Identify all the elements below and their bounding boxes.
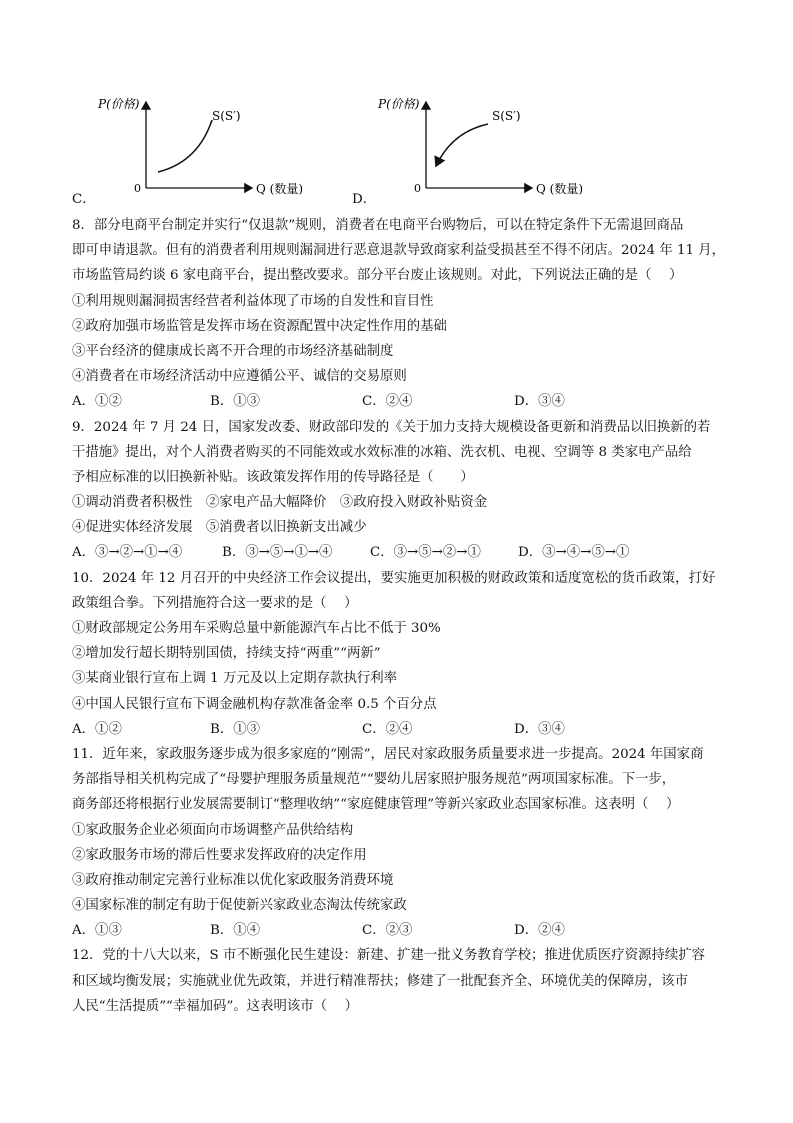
option-c[interactable]: C．②④ [362, 721, 413, 737]
curve-label: S(S′) [492, 109, 521, 123]
statement-item: ②增加发行超长期特别国债，持续支持“两重”“两新” [72, 646, 381, 662]
question-stem-line: 务部指导相关机构完成了“母婴护理服务质量规范”“婴幼儿居家照护服务规范”两项国家标准。下一步， [72, 772, 676, 788]
option-d-letter: D． [352, 192, 377, 207]
statement-item: ④促进实体经济发展 ⑤消费者以旧换新支出减少 [72, 520, 367, 536]
question-8 [72, 213, 732, 415]
answer-options [72, 540, 732, 565]
graph-d [370, 92, 590, 204]
question-stem-line: 即可申请退款。但有的消费者利用规则漏洞进行恶意退款导致商家利益受损甚至不得不闭店。2024 年 11 月， [72, 243, 726, 259]
answer-options [72, 918, 732, 943]
question-stem-line: 予相应标准的以旧换新补贴。该政策发挥作用的传导路径是（ ） [72, 469, 474, 485]
question-11 [72, 742, 732, 944]
question-stem-line: 市场监管局约谈 6 家电商平台，提出整改要求。部分平台废止该规则。对此，下列说法正确的是（ ） [72, 268, 683, 284]
question-stem-line: 政策组合拳。下列措施符合这一要求的是（ ） [72, 595, 358, 611]
statement-item: ②家政服务市场的滞后性要求发挥政府的决定作用 [72, 847, 367, 863]
supply-curve [436, 124, 488, 166]
y-axis-label: P(价格) [98, 97, 140, 111]
option-b[interactable]: B．①③ [210, 721, 261, 737]
option-a[interactable]: A．①③ [72, 923, 122, 939]
question-12 [72, 943, 732, 1019]
statement-item: ①调动消费者积极性 ②家电产品大幅降价 ③政府投入财政补贴资金 [72, 495, 488, 511]
statement-item: ③平台经济的健康成长离不开合理的市场经济基础制度 [72, 343, 394, 359]
question-stem-line: 10．2024 年 12 月召开的中央经济工作会议提出，要实施更加积极的财政政策和适度宽松的货币政策，打好 [72, 570, 716, 586]
statement-item: ③某商业银行宣布上调 1 万元及以上定期存款执行利率 [72, 671, 398, 687]
option-c[interactable]: C．③→⑤→②→① [370, 545, 481, 561]
question-10 [72, 566, 732, 742]
question-stem-line: 干措施》提出，对个人消费者购买的不同能效或水效标准的冰箱、洗衣机、电视、空调等 8 类家电产品给 [72, 444, 692, 460]
y-axis-label: P(价格) [378, 97, 420, 111]
graph-c [90, 92, 310, 204]
statement-item: ②政府加强市场监管是发挥市场在资源配置中决定性作用的基础 [72, 318, 447, 334]
option-b[interactable]: B．①④ [210, 923, 261, 939]
option-b[interactable]: B．③→⑤→①→④ [222, 545, 333, 561]
answer-options [72, 717, 732, 742]
option-d[interactable]: D．③④ [514, 394, 565, 410]
question-stem-line: 12．党的十八大以来，S 市不断强化民生建设：新建、扩建一批义务教育学校；推进优质医疗资源持续扩容 [72, 948, 706, 964]
option-a[interactable]: A．①② [72, 721, 122, 737]
supply-curve [158, 120, 212, 172]
option-a[interactable]: A．③→②→①→④ [72, 545, 183, 561]
x-axis-label: Q (数量) [256, 182, 304, 196]
x-axis-label: Q (数量) [536, 182, 584, 196]
option-c[interactable]: C．②④ [362, 394, 413, 410]
statement-item: ③政府推动制定完善行业标准以优化家政服务消费环境 [72, 872, 394, 888]
question-content [72, 213, 732, 1019]
question-stem-line: 人民“生活提质”“幸福加码”。这表明该市（ ） [72, 998, 359, 1014]
origin-label: 0 [414, 182, 421, 195]
option-c-letter: C． [72, 192, 96, 207]
question-stem-line: 11．近年来，家政服务逐步成为很多家庭的“刚需”，居民对家政服务质量要求进一步提高。2024 年国家商 [72, 746, 704, 762]
option-d[interactable]: D．③④ [514, 721, 565, 737]
statement-item: ④中国人民银行宣布下调金融机构存款准备金率 0.5 个百分点 [72, 696, 437, 712]
option-b[interactable]: B．①③ [210, 394, 261, 410]
question-stem-line: 8．部分电商平台制定并实行“仅退款”规则，消费者在电商平台购物后，可以在特定条件下无需退回商品 [72, 218, 684, 233]
graph-options [0, 92, 793, 207]
option-a[interactable]: A．①② [72, 394, 122, 410]
statement-item: ①家政服务企业必须面向市场调整产品供给结构 [72, 822, 354, 838]
question-stem-line: 和区域均衡发展；实施就业优先政策，并进行精准帮扶；修建了一批配套齐全、环境优美的保障房，该市 [72, 973, 688, 989]
question-9 [72, 415, 732, 566]
question-stem-line: 9．2024 年 7 月 24 日，国家发改委、财政部印发的《关于加力支持大规模设备更新和消费品以旧换新的若 [72, 419, 711, 435]
statement-item: ④国家标准的制定有助于促使新兴家政业态淘汰传统家政 [72, 898, 407, 914]
question-stem-line: 商务部还将根据行业发展需要制订“整理收纳”“家庭健康管理”等新兴家政业态国家标准。这表明（ ） [72, 797, 680, 813]
curve-label: S(S′) [212, 109, 241, 123]
statement-item: ①利用规则漏洞损害经营者利益体现了市场的自发性和盲目性 [72, 293, 434, 309]
statement-item: ①财政部规定公务用车采购总量中新能源汽车占比不低于 30% [72, 621, 441, 636]
statement-item: ④消费者在市场经济活动中应遵循公平、诚信的交易原则 [72, 369, 407, 385]
option-d[interactable]: D．②④ [514, 923, 565, 939]
answer-options [72, 389, 732, 414]
option-c[interactable]: C．②③ [362, 923, 413, 939]
origin-label: 0 [134, 182, 141, 195]
option-d[interactable]: D．③→④→⑤→① [518, 545, 630, 561]
